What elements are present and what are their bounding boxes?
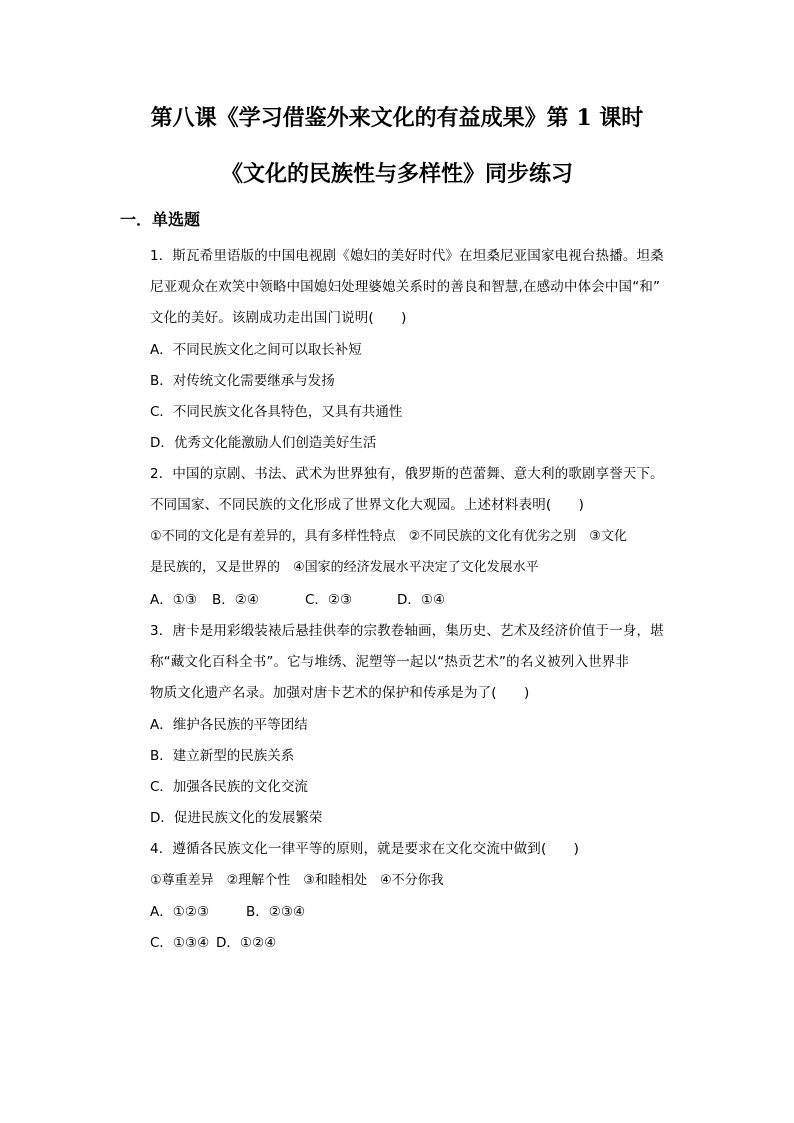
question-2-stem-line-1: 2．中国的京剧、书法、武术为世界独有，俄罗斯的芭蕾舞、意大利的歌剧享誉天下。: [150, 466, 664, 482]
section-heading: 一．单选题: [120, 210, 201, 229]
question-2-stem-line-2: 不同国家、不同民族的文化形成了世界文化大观园。上述材料表明( ): [150, 497, 584, 513]
question-2-option-c: C．②③: [305, 592, 353, 608]
question-1-stem-line-3: 文化的美好。该剧成功走出国门说明( ): [150, 310, 407, 326]
question-3-option-a: A．维护各民族的平等团结: [150, 717, 308, 733]
question-2-option-b: B．②④: [212, 592, 259, 608]
question-3-option-d: D．促进民族文化的发展繁荣: [150, 810, 323, 826]
question-4-statements-line-1: ①尊重差异 ②理解个性 ③和睦相处 ④不分你我: [150, 873, 444, 888]
question-4-option-b: B．②③④: [246, 904, 306, 920]
page-title-line-2: 《文化的民族性与多样性》同步练习: [220, 161, 573, 187]
question-3-option-b: B．建立新型的民族关系: [150, 748, 295, 764]
question-4-options-row-2: [150, 933, 680, 953]
question-2-statements-line-1: ①不同的文化是有差异的，具有多样性特点 ②不同民族的文化有优劣之别 ③文化: [150, 529, 627, 544]
question-3-stem-line-1: 3．唐卡是用彩缎装裱后悬挂供奉的宗教卷轴画，集历史、艺术及经济价值于一身，堪: [150, 623, 664, 639]
question-3-option-c: C．加强各民族的文化交流: [150, 779, 308, 795]
question-4-option-d: D．①②④: [216, 935, 277, 951]
question-4-stem-line-1: 4．遵循各民族文化一律平等的原则，就是要求在文化交流中做到( ): [150, 841, 580, 857]
page-title-line-1: 第八课《学习借鉴外来文化的有益成果》第 1 课时: [150, 105, 644, 131]
question-3-stem-line-3: 物质文化遗产名录。加强对唐卡艺术的保护和传承是为了( ): [150, 685, 530, 701]
question-1-stem-line-1: 1．斯瓦希里语版的中国电视剧《媳妇的美好时代》在坦桑尼亚国家电视台热播。坦桑: [150, 248, 664, 264]
question-2-options: [150, 590, 680, 610]
question-3-stem-line-2: 称“藏文化百科全书”。它与堆绣、泥塑等一起以“热贡艺术”的名义被列入世界非: [150, 654, 630, 670]
question-2-option-d: D．①④: [397, 592, 446, 608]
question-4-option-c: C．①③④: [150, 935, 210, 951]
question-1-stem-line-2: 尼亚观众在欢笑中领略中国媳妇处理婆媳关系时的善良和智慧,在感动中体会中国“和”: [150, 279, 661, 295]
question-4-option-a: A．①②③: [150, 904, 210, 920]
question-1-option-a: A．不同民族文化之间可以取长补短: [150, 342, 362, 358]
question-1-option-b: B．对传统文化需要继承与发扬: [150, 373, 335, 389]
question-4-options-row-1: [150, 902, 680, 922]
question-1-option-c: C．不同民族文化各具特色，又具有共通性: [150, 404, 403, 420]
question-2-statements-line-2: 是民族的，又是世界的 ④国家的经济发展水平决定了文化发展水平: [150, 560, 539, 575]
question-2-option-a: A．①③: [150, 592, 197, 608]
question-1-option-d: D．优秀文化能激励人们创造美好生活: [150, 435, 377, 451]
